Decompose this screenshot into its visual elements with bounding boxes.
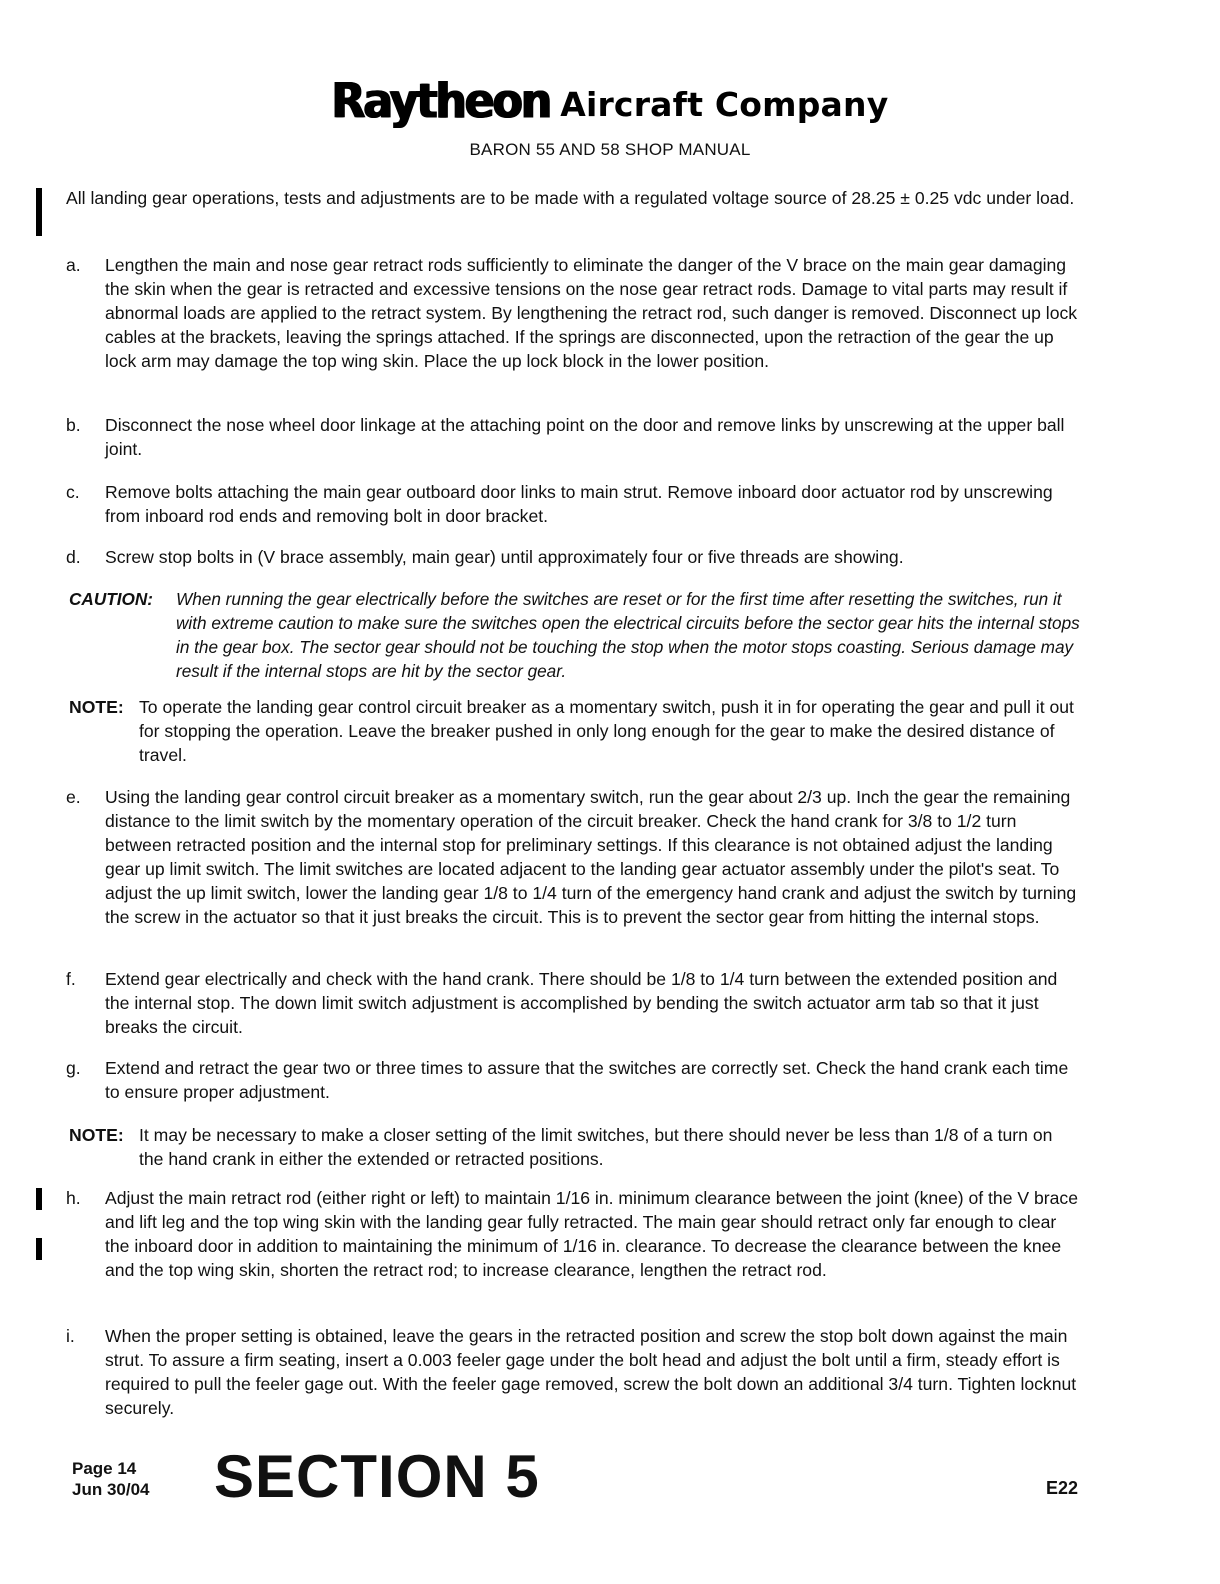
note-text: It may be necessary to make a closer setting of the limit switches, but there should never be less than 1/8 of a turn on the hand crank in either the extended or retracted positions. xyxy=(139,1125,1053,1169)
page-header xyxy=(0,73,1220,160)
note-block xyxy=(69,1123,1081,1171)
page-number: Page 14 xyxy=(72,1459,137,1478)
revision-bar xyxy=(36,188,42,236)
step-b xyxy=(66,413,1081,461)
step-letter: b. xyxy=(66,415,81,435)
step-text: When the proper setting is obtained, leave the gears in the retracted position and screw the stop bolt down against the main strut. To assure a firm seating, insert a 0.003 feeler gage under the bolt head and adjust the bolt until a firm, steady effort is required to pull the feeler gage out. With the feeler gage removed, screw the bolt down an additional 3/4 turn. Tighten locknut securely. xyxy=(105,1326,1077,1418)
step-text: Extend gear electrically and check with the hand crank. There should be 1/8 to 1/4 turn between the extended position and the internal stop. The down limit switch adjustment is accomplished by bending the switch actuator arm tab so that it just breaks the circuit. xyxy=(105,969,1058,1037)
step-text: Using the landing gear control circuit breaker as a momentary switch, run the gear about 2/3 up. Inch the gear the remaining distance to the limit switch by the momentary operation of the circuit breaker. Check the hand crank for 3/8 to 1/2 turn between retracted position and the internal stop for preliminary settings. If this clearance is not obtained adjust the landing gear up limit switch. The limit switches are located adjacent to the landing gear actuator assembly under the pilot's seat. To adjust the up limit switch, lower the landing gear 1/8 to 1/4 turn of the emergency hand crank and adjust the switch by turning the screw in the actuator so that it just breaks the circuit. This is to prevent the sector gear from hitting the internal stops. xyxy=(105,787,1077,927)
step-c xyxy=(66,480,1081,528)
company-logo xyxy=(0,73,1220,130)
step-e xyxy=(66,785,1081,929)
note-label: NOTE: xyxy=(69,697,124,717)
brand-subtitle: Aircraft Company xyxy=(560,85,889,124)
revision-bar xyxy=(36,1188,42,1210)
brand-wordmark: Raytheon xyxy=(331,73,551,130)
caution-block xyxy=(69,587,1081,683)
document-code: E22 xyxy=(1045,1478,1078,1498)
step-text: Screw stop bolts in (V brace assembly, main gear) until approximately four or five threads are showing. xyxy=(105,547,904,567)
manual-title: BARON 55 AND 58 SHOP MANUAL xyxy=(469,140,751,159)
step-text: Disconnect the nose wheel door linkage at the attaching point on the door and remove links by unscrewing at the upper ball joint. xyxy=(105,415,1065,459)
revision-bar xyxy=(36,1238,42,1260)
step-letter: h. xyxy=(66,1188,81,1208)
step-text: Extend and retract the gear two or three times to assure that the switches are correctly set. Check the hand crank each time to ensure proper adjustment. xyxy=(105,1058,1069,1102)
step-d xyxy=(66,545,1081,569)
step-letter: f. xyxy=(66,969,76,989)
step-i xyxy=(66,1324,1081,1420)
step-a xyxy=(66,253,1081,373)
step-f xyxy=(66,967,1081,1039)
revision-date: Jun 30/04 xyxy=(72,1480,150,1499)
step-h xyxy=(66,1186,1081,1282)
step-text: Remove bolts attaching the main gear outboard door links to main strut. Remove inboard door actuator rod by unscrewing from inboard rod ends and removing bolt in door bracket. xyxy=(105,482,1053,526)
section-title: SECTION 5 xyxy=(214,1443,540,1510)
note-block xyxy=(69,695,1081,767)
caution-label: CAUTION: xyxy=(69,589,154,609)
step-text: Lengthen the main and nose gear retract rods sufficiently to eliminate the danger of the V brace on the main gear damaging the skin when the gear is retracted and excessive tensions on the nose gear retract rods. Damage to vital parts may result if abnormal loads are applied to the retract system. By lengthening the retract rod, such danger is removed. Disconnect up lock cables at the brackets, leaving the springs attached. If the springs are disconnected, upon the retraction of the gear the up lock arm may damage the top wing skin. Place the up lock block in the lower position. xyxy=(105,255,1078,371)
note-label: NOTE: xyxy=(69,1125,124,1145)
step-g xyxy=(66,1056,1081,1104)
step-letter: i. xyxy=(66,1326,75,1346)
caution-text: When running the gear electrically before the switches are reset or for the first time after resetting the switches, run it with extreme caution to make sure the switches open the electrical circuits before the sector gear hits the internal stops in the gear box. The sector gear should not be touching the stop when the motor stops coasting. Serious damage may result if the internal stops are hit by the sector gear. xyxy=(176,589,1080,681)
step-letter: e. xyxy=(66,787,81,807)
step-text: Adjust the main retract rod (either right or left) to maintain 1/16 in. minimum clearance between the joint (knee) of the V brace and lift leg and the top wing skin with the landing gear fully retracted. The main gear should retract only far enough to clear the inboard door in addition to maintaining the minimum of 1/16 in. clearance. To decrease the clearance between the knee and the top wing skin, shorten the retract rod; to increase clearance, lengthen the retract rod. xyxy=(105,1188,1079,1280)
footer-page-info xyxy=(72,1458,150,1500)
step-letter: a. xyxy=(66,255,81,275)
step-letter: g. xyxy=(66,1058,81,1078)
note-text: To operate the landing gear control circuit breaker as a momentary switch, push it in for operating the gear and pull it out for stopping the operation. Leave the breaker pushed in only long enough for the gear to make the desired distance of travel. xyxy=(139,697,1074,765)
step-letter: c. xyxy=(66,482,80,502)
step-letter: d. xyxy=(66,547,81,567)
intro-paragraph: All landing gear operations, tests and adjustments are to be made with a regulated voltage source of 28.25 ± 0.25 vdc under load. xyxy=(66,188,1075,208)
